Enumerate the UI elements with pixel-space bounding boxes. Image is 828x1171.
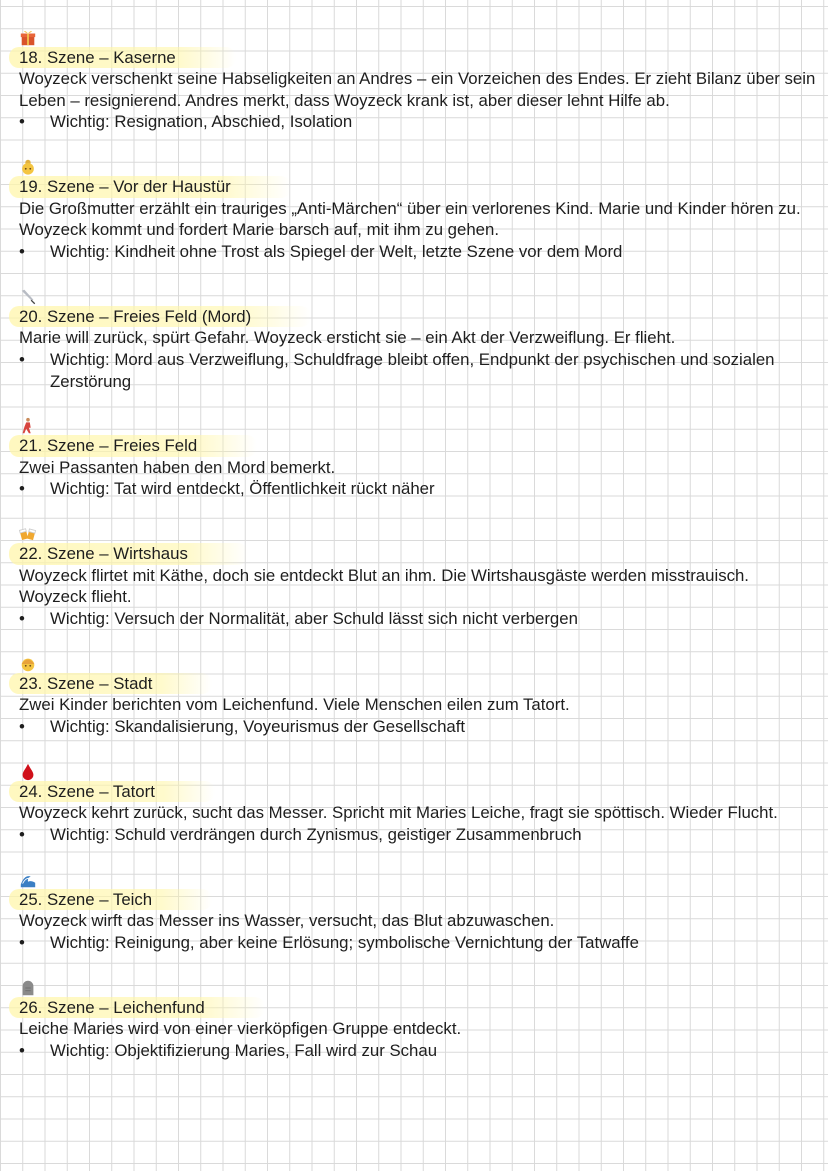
bullet-icon: • [19, 241, 25, 261]
scene-section [19, 25, 819, 133]
bullet-text: Wichtig: Resignation, Abschied, Isolation [50, 112, 353, 132]
old-woman-icon [19, 155, 819, 177]
bullet-item [19, 608, 819, 630]
scene-heading: 18. Szene – Kaserne [9, 47, 236, 69]
scene-heading: 20. Szene – Freies Feld (Mord) [9, 306, 311, 328]
child-face-icon [19, 651, 819, 673]
bullet-text: Wichtig: Kindheit ohne Trost als Spiegel der Welt, letzte Szene vor dem Mord [50, 241, 623, 261]
blood-drop-icon [19, 759, 819, 781]
bullet-text: Wichtig: Mord aus Verzweiflung, Schuldfrage bleibt offen, Endpunkt der psychischen und sozialen Zerstörung [50, 349, 775, 391]
bullet-text: Wichtig: Reinigung, aber keine Erlösung; symbolische Vernichtung der Tatwaffe [50, 932, 639, 952]
bullet-icon: • [19, 717, 25, 736]
gift-icon [19, 25, 819, 47]
beer-mugs-icon [19, 522, 819, 544]
scene-section [19, 522, 819, 630]
document [19, 25, 819, 1083]
bullet-text: Wichtig: Schuld verdrängen durch Zynismus, geistiger Zusammenbruch [50, 824, 582, 844]
scene-heading: 21. Szene – Freies Feld [9, 435, 257, 457]
scene-section [19, 284, 819, 392]
scene-section [19, 651, 819, 737]
scene-description: Woyzeck kehrt zurück, sucht das Messer. Spricht mit Maries Leiche, fragt sie spöttisch. Wieder Flucht. [19, 803, 778, 823]
bullet-icon: • [19, 112, 25, 132]
bullet-icon: • [19, 932, 25, 952]
scene-section [19, 975, 819, 1061]
bullet-icon: • [19, 824, 25, 844]
scene-section [19, 759, 819, 845]
scene-heading: 22. Szene – Wirtshaus [9, 543, 248, 565]
walking-person-icon [19, 414, 819, 436]
headstone-icon [19, 975, 819, 997]
scene-heading: 19. Szene – Vor der Haustür [9, 176, 291, 198]
scene-heading: 26. Szene – Leichenfund [9, 997, 265, 1019]
scene-description: Woyzeck wirft das Messer ins Wasser, versucht, das Blut abzuwaschen. [19, 911, 555, 931]
scene-description: Woyzeck flirtet mit Käthe, doch sie entdeckt Blut an ihm. Die Wirtshausgäste werden misstrauisch. Woyzeck flieht. [19, 565, 749, 607]
scene-heading: 25. Szene – Teich [9, 889, 212, 911]
bullet-item [19, 1040, 819, 1062]
wave-icon [19, 867, 819, 889]
bullet-text: Wichtig: Versuch der Normalität, aber Schuld lässt sich nicht verbergen [50, 609, 578, 629]
bullet-item [19, 349, 819, 392]
scene-heading: 24. Szene – Tatort [9, 781, 215, 803]
scene-section [19, 155, 819, 263]
scene-description: Marie will zurück, spürt Gefahr. Woyzeck ersticht sie – ein Akt der Verzweiflung. Er flieht. [19, 328, 676, 348]
bullet-icon: • [19, 609, 25, 629]
bullet-text: Wichtig: Skandalisierung, Voyeurismus der Gesellschaft [50, 717, 466, 736]
bullet-icon: • [19, 1040, 25, 1060]
scene-section [19, 414, 819, 500]
bullet-item [19, 111, 819, 133]
bullet-item [19, 716, 819, 738]
bullet-icon: • [19, 349, 25, 369]
bullet-item [19, 932, 819, 954]
scene-description: Zwei Passanten haben den Mord bemerkt. [19, 457, 336, 477]
scene-description: Zwei Kinder berichten vom Leichenfund. Viele Menschen eilen zum Tatort. [19, 695, 570, 715]
scene-section [19, 867, 819, 953]
scene-description: Leiche Maries wird von einer vierköpfigen Gruppe entdeckt. [19, 1019, 462, 1039]
bullet-text: Wichtig: Tat wird entdeckt, Öffentlichkeit rückt näher [50, 479, 435, 499]
bullet-item [19, 824, 819, 846]
bullet-icon: • [19, 479, 25, 499]
bullet-item [19, 478, 819, 500]
scene-description: Die Großmutter erzählt ein trauriges „Anti-Märchen“ über ein verlorenes Kind. Marie und Kinder hören zu. Woyzeck kommt und fordert Marie barsch auf, mit ihm zu gehen. [19, 198, 801, 240]
bullet-text: Wichtig: Objektifizierung Maries, Fall wird zur Schau [50, 1040, 438, 1060]
scene-heading: 23. Szene – Stadt [9, 673, 212, 695]
scene-description: Woyzeck verschenkt seine Habseligkeiten an Andres – ein Vorzeichen des Endes. Er zieht Bilanz über sein Leben – resignierend. Andres merkt, dass Woyzeck krank ist, aber dieser lehnt Hilfe ab. [19, 69, 816, 110]
knife-icon [19, 284, 819, 306]
bullet-item [19, 241, 819, 263]
